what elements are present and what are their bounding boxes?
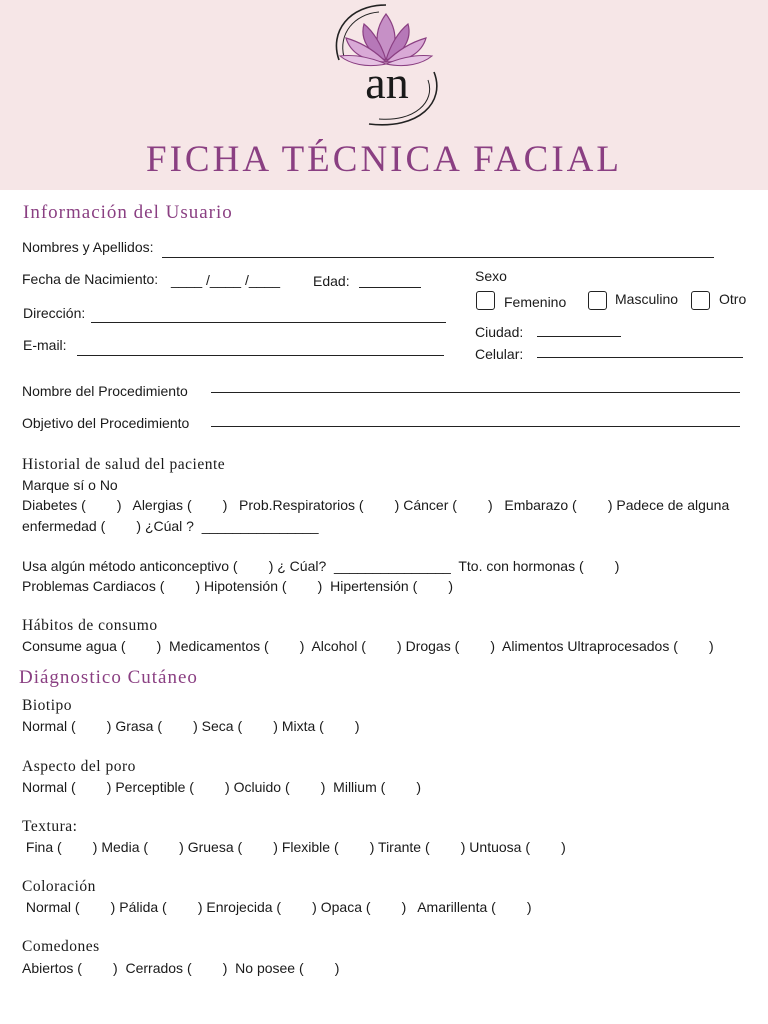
coloration-title: Coloración (22, 878, 96, 895)
checkbox-femenino[interactable] (476, 291, 495, 310)
health-line-4[interactable]: Problemas Cardiacos ( ) Hipotensión ( ) Hipertensión ( ) (22, 578, 454, 594)
texture-options[interactable]: Fina ( ) Media ( ) Gruesa ( ) Flexible ( ) Tirante ( ) Untuosa ( ) (22, 839, 566, 855)
name-field-line[interactable] (162, 257, 714, 258)
comedones-options[interactable]: Abiertos ( ) Cerrados ( ) No posee ( ) (22, 960, 340, 976)
lotus-logo-icon (324, 2, 450, 132)
birth-date-label: Fecha de Nacimiento: (22, 271, 159, 287)
procedure-name-line[interactable] (211, 392, 740, 393)
city-field-line[interactable] (537, 336, 621, 337)
page-title: FICHA TÉCNICA FACIAL (146, 139, 622, 180)
comedones-title: Comedones (22, 938, 100, 955)
procedure-goal-label: Objetivo del Procedimiento (22, 415, 190, 431)
phone-label: Celular: (475, 346, 524, 362)
health-history-title: Historial de salud del paciente (22, 456, 226, 473)
birth-date-blank[interactable]: ____ /____ /____ (171, 272, 280, 288)
habits-line[interactable]: Consume agua ( ) Medicamentos ( ) Alcohol ( ) Drogas ( ) Alimentos Ultraprocesados ( ) (22, 638, 714, 654)
biotype-title: Biotipo (22, 697, 73, 714)
phone-field-line[interactable] (537, 357, 743, 358)
email-field-line[interactable] (77, 355, 444, 356)
section-title-diagnosis: Diágnostico Cutáneo (19, 667, 198, 688)
sex-option-femenino: Femenino (504, 294, 567, 310)
sex-option-otro: Otro (719, 291, 747, 307)
address-label: Dirección: (23, 305, 86, 321)
checkbox-masculino[interactable] (588, 291, 607, 310)
coloration-options[interactable]: Normal ( ) Pálida ( ) Enrojecida ( ) Opaca ( ) Amarillenta ( ) (22, 899, 532, 915)
age-field-line[interactable] (359, 287, 421, 288)
section-title-user-info: Información del Usuario (23, 202, 233, 223)
procedure-goal-line[interactable] (211, 426, 740, 427)
health-instruction: Marque sí o No (22, 477, 118, 493)
city-label: Ciudad: (475, 324, 524, 340)
pore-title: Aspecto del poro (22, 758, 136, 775)
svg-text:an: an (365, 57, 409, 108)
texture-title: Textura: (22, 818, 78, 835)
health-line-3[interactable]: Usa algún método anticonceptivo ( ) ¿ Cúal? _______________ Tto. con hormonas ( ) (22, 558, 620, 574)
email-label: E-mail: (23, 337, 67, 353)
pore-options[interactable]: Normal ( ) Perceptible ( ) Ocluido ( ) Millium ( ) (22, 779, 422, 795)
health-line-1[interactable]: Diabetes ( ) Alergias ( ) Prob.Respiratorios ( ) Cáncer ( ) Embarazo ( ) Padece de alguna (22, 497, 730, 513)
address-field-line[interactable] (91, 322, 446, 323)
procedure-name-label: Nombre del Procedimiento (22, 383, 188, 399)
age-label: Edad: (313, 273, 350, 289)
habits-title: Hábitos de consumo (22, 617, 158, 634)
sex-option-masculino: Masculino (615, 291, 679, 307)
checkbox-otro[interactable] (691, 291, 710, 310)
sex-label: Sexo (475, 268, 507, 284)
biotype-options[interactable]: Normal ( ) Grasa ( ) Seca ( ) Mixta ( ) (22, 718, 360, 734)
name-label: Nombres y Apellidos: (22, 239, 154, 255)
health-line-2[interactable]: enfermedad ( ) ¿Cúal ? _______________ (22, 518, 319, 534)
